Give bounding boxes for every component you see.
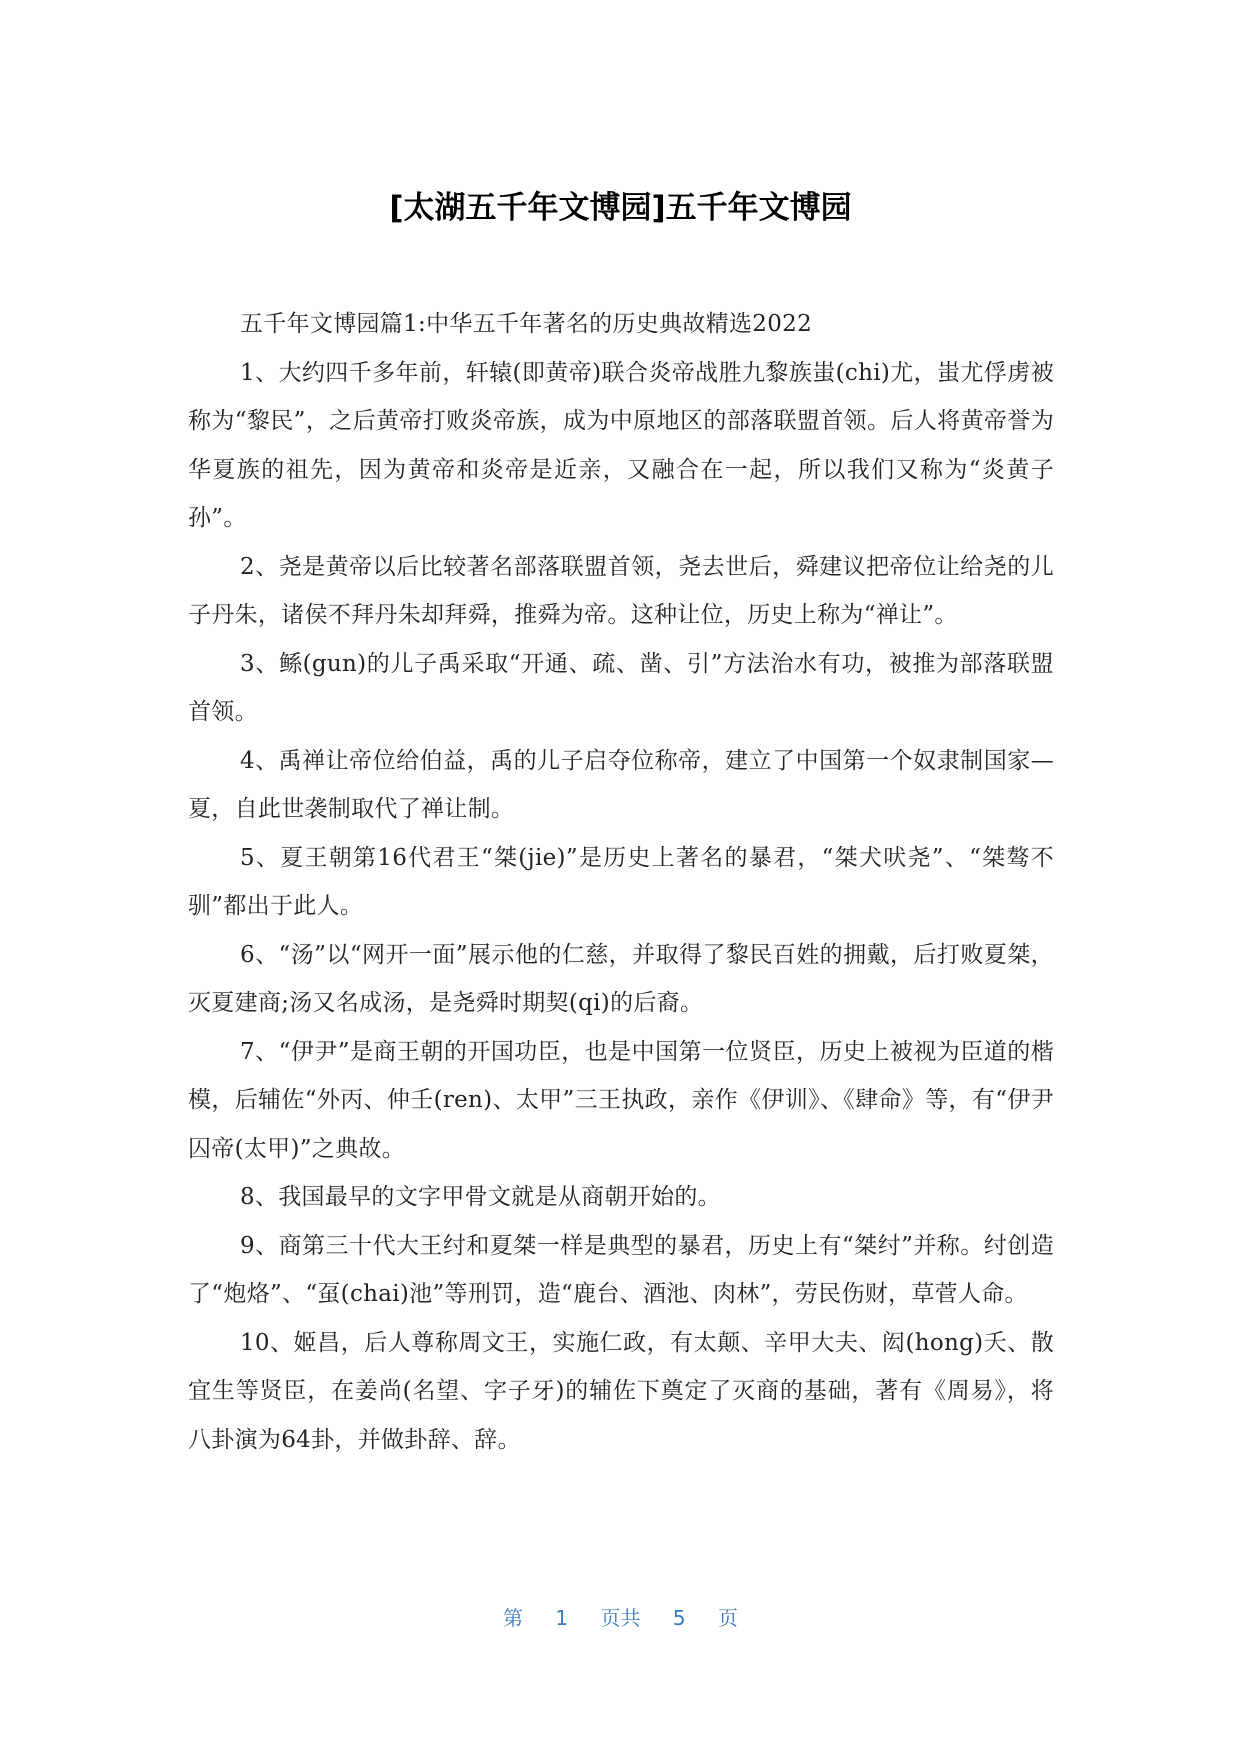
paragraph: 4、禹禅让帝位给伯益，禹的儿子启夺位称帝，建立了中国第一个奴隶制国家—夏，自此世袭制取代了禅让制。 [188, 747, 1054, 822]
paragraph: 8、我国最早的文字甲骨文就是从商朝开始的。 [240, 1184, 721, 1210]
paragraph: 6、“汤”以“网开一面”展示他的仁慈，并取得了黎民百姓的拥戴，后打败夏桀，灭夏建商;汤又名成汤，是尧舜时期契(qi)的后裔。 [188, 941, 1054, 1016]
document-title: [太湖五千年文博园]五千年文博园 [389, 190, 852, 226]
footer-current-page: 1 [555, 1606, 569, 1630]
paragraph: 9、商第三十代大王纣和夏桀一样是典型的暴君，历史上有“桀纣”并称。纣创造了“炮烙”、“虿(chai)池”等刑罚，造“鹿台、酒池、肉林”，劳民伤财，草菅人命。 [188, 1232, 1054, 1307]
paragraph: 10、姬昌，后人尊称周文王，实施仁政，有太颠、辛甲大夫、闳(hong)夭、散宜生等贤臣，在姜尚(名望、字子牙)的辅佐下奠定了灭商的基础，著有《周易》，将八卦演为64卦，并做卦辞、辞。 [188, 1329, 1054, 1453]
footer-label-of: 页共 [600, 1606, 641, 1630]
footer-label-end: 页 [717, 1606, 738, 1630]
footer-label-page: 第 [503, 1606, 524, 1630]
paragraph-heading: 五千年文博园篇1:中华五千年著名的历史典故精选2022 [240, 311, 813, 337]
document-body [188, 300, 1054, 1464]
footer-total-pages: 5 [672, 1606, 686, 1630]
page-footer [0, 1604, 1241, 1632]
paragraph: 1、大约四千多年前，轩辕(即黄帝)联合炎帝战胜九黎族蚩(chi)尤，蚩尤俘虏被称为“黎民”，之后黄帝打败炎帝族，成为中原地区的部落联盟首领。后人将黄帝誉为华夏族的祖先，因为黄帝和炎帝是近亲，又融合在一起，所以我们又称为“炎黄子孙”。 [188, 359, 1054, 531]
paragraph: 7、“伊尹”是商王朝的开国功臣，也是中国第一位贤臣，历史上被视为臣道的楷模，后辅佐“外丙、仲壬(ren)、太甲”三王执政，亲作《伊训》、《肆命》等，有“伊尹囚帝(太甲)”之典故。 [188, 1038, 1054, 1162]
paragraph: 5、夏王朝第16代君王“桀(jie)”是历史上著名的暴君，“桀犬吠尧”、“桀骜不驯”都出于此人。 [188, 844, 1054, 919]
paragraph: 2、尧是黄帝以后比较著名部落联盟首领，尧去世后，舜建议把帝位让给尧的儿子丹朱，诸侯不拜丹朱却拜舜，推舜为帝。这种让位，历史上称为“禅让”。 [188, 553, 1054, 628]
paragraph: 3、鲧(gun)的儿子禹采取“开通、疏、凿、引”方法治水有功，被推为部落联盟首领。 [188, 650, 1054, 725]
